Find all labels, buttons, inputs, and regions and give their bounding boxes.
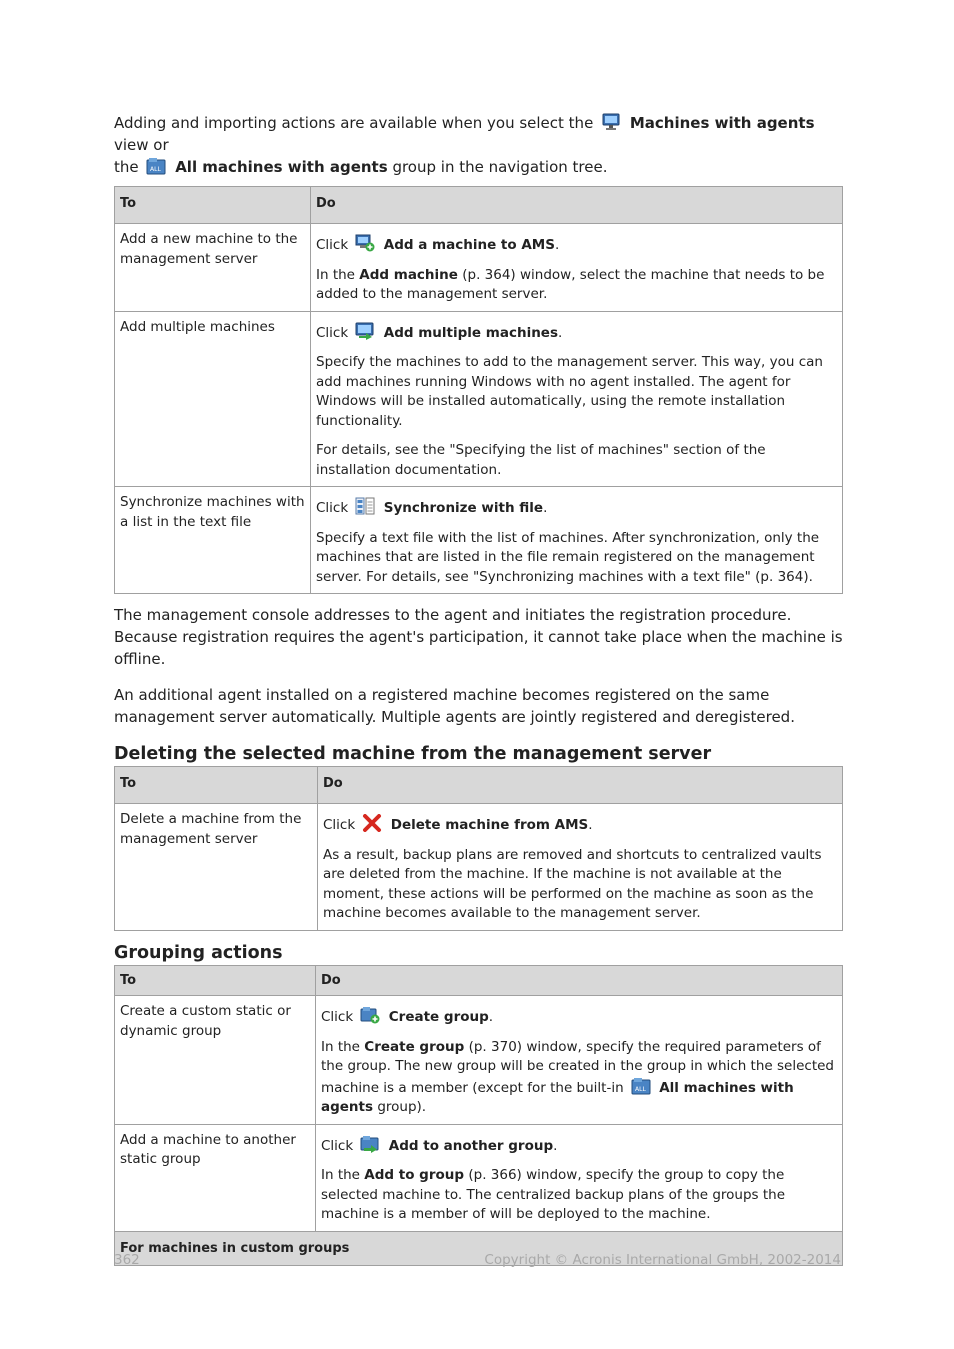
do-cell — [311, 487, 843, 594]
action-label: Create group — [388, 1009, 489, 1025]
table-row — [115, 1124, 843, 1231]
do-cell — [311, 311, 843, 487]
intro-text: Adding and importing actions are available when you select the — [114, 114, 594, 132]
delete-machine-table — [114, 766, 843, 931]
additional-agent-paragraph: An additional agent installed on a registered machine becomes registered on the same management server automatically. Multiple agents are jointly registered and deregistered. — [114, 686, 795, 726]
to-cell: Create a custom static or dynamic group — [115, 996, 316, 1125]
details-text: In the Add to group (p. 366) window, specify the group to copy the selected machine to. The centralized backup plans of the groups the machine is a member of will be deployed to the machine. — [321, 1167, 786, 1222]
to-cell: Delete a machine from the management server — [115, 804, 318, 931]
to-cell: Add multiple machines — [115, 311, 311, 487]
col-header-to: To — [115, 965, 316, 996]
details-text: As a result, backup plans are removed and shortcuts to centralized vaults are deleted from the machine. If the machine is not available at the moment, these actions will be performed on the machine as soon as the machine becomes available to the management server. — [323, 846, 822, 921]
to-cell: Add a new machine to the management server — [115, 224, 311, 312]
action-label: Delete machine from AMS — [390, 817, 589, 833]
add-machine-icon — [355, 234, 375, 252]
click-instruction: Click Synchronize with file. — [316, 497, 837, 519]
intro-text-4: group in the navigation tree. — [392, 158, 608, 176]
action-label: Synchronize with file — [383, 500, 544, 516]
page-footer — [114, 1252, 841, 1268]
monitor-icon — [601, 113, 621, 131]
details-text: In the Add machine (p. 364) window, select the machine that needs to be added to the management server. — [316, 266, 825, 302]
page-content — [114, 112, 843, 1266]
delete-heading: Deleting the selected machine from the management server — [114, 744, 712, 764]
grouping-heading: Grouping actions — [114, 942, 283, 963]
details-text: Specify the machines to add to the management server. This way, you can add machines running Windows with no agent installed. The agent for Windows will be installed automatically, using the remote installation functionality. — [316, 354, 823, 429]
details-text: Specify a text file with the list of machines. After synchronization, only the machines that are listed in the file remain registered on the management server. For details, see "Synchronizing machines with a text file" (p. 364). — [316, 529, 820, 585]
add-to-group-icon — [360, 1135, 380, 1153]
details-text: In the Create group (p. 370) window, specify the required parameters of the group. The new group will be created in the group in which the selected machine is a member (except for the built-in ALL All machines with agents group). — [321, 1038, 834, 1115]
all-machines-icon — [146, 157, 166, 175]
col-header-do: Do — [311, 187, 843, 224]
table-row — [115, 996, 843, 1125]
click-instruction: Click Add a machine to AMS. — [316, 234, 837, 256]
page-number: 362 — [114, 1252, 140, 1268]
view-name: Machines with agents — [629, 114, 815, 132]
action-label: Add a machine to AMS — [383, 237, 555, 253]
section-label: For machines in custom groups — [115, 1231, 843, 1266]
delete-icon — [362, 814, 382, 832]
add-multiple-machines-icon — [355, 322, 375, 340]
details-text-2: For details, see the "Specifying the list of machines" section of the installation documentation. — [316, 442, 766, 478]
do-cell — [318, 804, 843, 931]
group-name: All machines with agents — [175, 158, 388, 176]
action-label: Add to another group — [388, 1137, 554, 1154]
click-instruction: Click Delete machine from AMS. — [323, 814, 837, 836]
col-header-to: To — [115, 187, 311, 224]
create-group-icon — [360, 1006, 380, 1024]
grouping-table — [114, 965, 843, 1267]
action-label: Add multiple machines — [383, 324, 558, 341]
click-instruction: Click Create group. — [321, 1006, 837, 1028]
table-row — [115, 224, 843, 312]
all-machines-icon — [631, 1077, 651, 1095]
table-row — [115, 487, 843, 594]
col-header-do: Do — [316, 965, 843, 996]
to-cell: Synchronize machines with a list in the text file — [115, 487, 311, 594]
click-instruction: Click Add multiple machines. — [316, 322, 837, 344]
svg-text:ALL: ALL — [634, 1085, 646, 1093]
do-cell — [311, 224, 843, 312]
add-machine-table — [114, 186, 843, 594]
synchronize-file-icon — [355, 497, 375, 515]
intro-paragraph — [114, 112, 843, 178]
table-row — [115, 311, 843, 487]
col-header-to: To — [115, 767, 318, 804]
to-cell: Add a machine to another static group — [115, 1124, 316, 1231]
intro-text-3: the — [114, 158, 139, 176]
table-row — [115, 804, 843, 931]
copyright: Copyright © Acronis International GmbH, 2002-2014 — [484, 1252, 841, 1268]
col-header-do: Do — [318, 767, 843, 804]
svg-text:ALL: ALL — [150, 166, 162, 173]
do-cell — [316, 996, 843, 1125]
registration-paragraph: The management console addresses to the agent and initiates the registration procedure. Because registration requires the agent's participation, it cannot take place when the machine is offline. — [114, 606, 843, 668]
click-instruction: Click Add to another group. — [321, 1135, 837, 1157]
intro-text-2: view or — [114, 136, 169, 154]
do-cell — [316, 1124, 843, 1231]
